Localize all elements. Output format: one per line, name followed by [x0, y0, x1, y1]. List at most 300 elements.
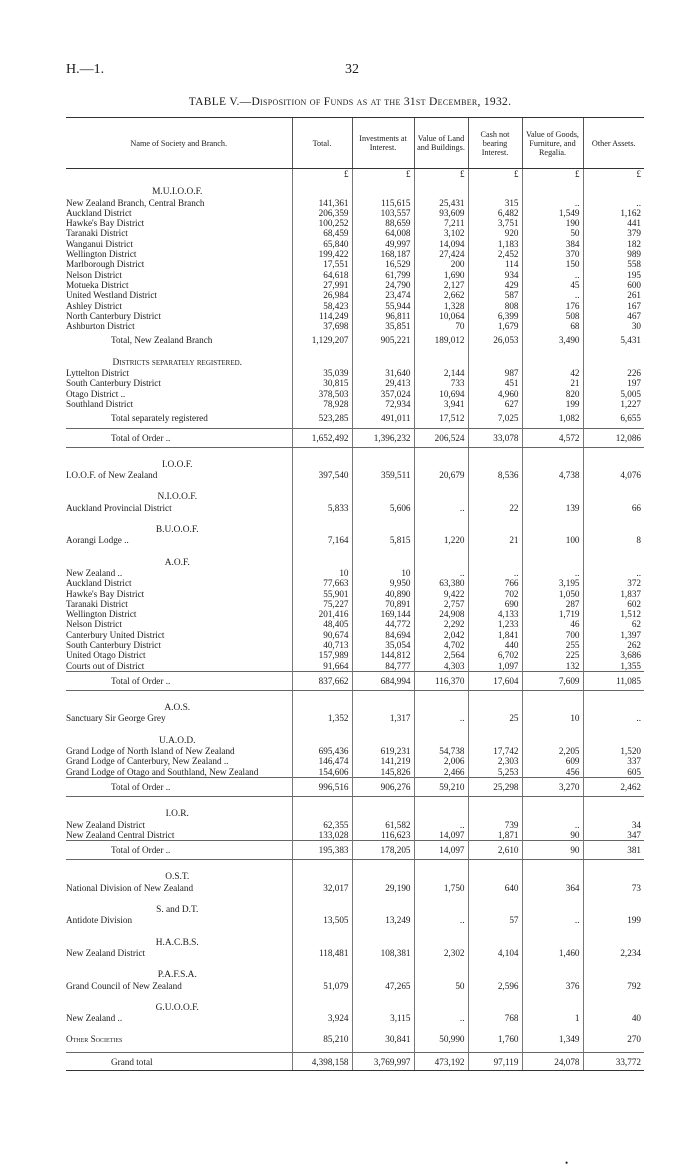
row-label — [66, 619, 292, 629]
cell-other: 1,512 — [583, 609, 644, 619]
cell-land: 14,097 — [414, 830, 468, 841]
section-heading: M.U.I.O.O.F. — [152, 187, 203, 198]
cell-goods: 370 — [522, 249, 583, 259]
cell-investments: 88,659 — [352, 218, 414, 228]
table-row — [66, 915, 644, 925]
cell-land: 10,064 — [414, 311, 468, 321]
cell-investments: 72,934 — [352, 399, 414, 409]
section-heading: I.O.R. — [165, 809, 189, 820]
row-label — [66, 218, 292, 228]
cell-investments: 684,994 — [352, 671, 414, 690]
cell-cash: 627 — [468, 399, 522, 409]
cell-total: 4,398,158 — [292, 1052, 352, 1070]
table-row — [66, 535, 644, 545]
cell-goods: 4,572 — [522, 428, 583, 447]
cell-land: 2,127 — [414, 280, 468, 290]
table-row — [66, 280, 644, 290]
cell-total: 77,663 — [292, 578, 352, 588]
section-heading-row — [66, 808, 644, 819]
cell-land: 24,908 — [414, 609, 468, 619]
cell-cash: 808 — [468, 301, 522, 311]
table-title-text: Disposition of Funds as at the 31st December, 1932. — [251, 96, 512, 108]
section-heading-row — [66, 735, 644, 746]
cell-cash: 440 — [468, 640, 522, 650]
row-label-text: Hawke's Bay District — [66, 218, 145, 229]
order-total-row — [66, 777, 644, 796]
table-row — [66, 270, 644, 280]
cell-total: 100,252 — [292, 218, 352, 228]
row-label — [66, 767, 292, 778]
row-label — [66, 239, 292, 249]
row-label-text: Nelson District — [66, 619, 122, 630]
table-row — [66, 503, 644, 513]
cell-other: 66 — [583, 503, 644, 513]
cell-land: .. — [414, 568, 468, 578]
cell-cash: 2,303 — [468, 756, 522, 766]
table-row — [66, 368, 644, 378]
cell-other: 262 — [583, 640, 644, 650]
order-total-row — [66, 671, 644, 690]
cell-investments: 96,811 — [352, 311, 414, 321]
table-row — [66, 578, 644, 588]
cell-investments: 61,799 — [352, 270, 414, 280]
section-heading-row — [66, 702, 644, 713]
cell-goods: 21 — [522, 378, 583, 388]
table-row — [66, 820, 644, 830]
cell-land: 7,211 — [414, 218, 468, 228]
cell-investments: 169,144 — [352, 609, 414, 619]
cell-investments: 9,950 — [352, 578, 414, 588]
cell-other: 602 — [583, 599, 644, 609]
cell-investments: 13,249 — [352, 915, 414, 925]
cell-land: .. — [414, 1013, 468, 1023]
cell-investments: 16,529 — [352, 259, 414, 269]
cell-other: 381 — [583, 841, 644, 860]
unit-other: £ — [583, 169, 644, 180]
cell-goods: 132 — [522, 661, 583, 672]
row-label-text: Total separately registered — [111, 413, 208, 424]
cell-other: 600 — [583, 280, 644, 290]
row-label — [66, 198, 292, 208]
cell-land: 2,662 — [414, 290, 468, 300]
cell-cash: 33,078 — [468, 428, 522, 447]
cell-goods: .. — [522, 568, 583, 578]
cell-other: 2,234 — [583, 948, 644, 958]
row-label — [66, 428, 292, 447]
row-label — [66, 883, 292, 893]
cell-land: 189,012 — [414, 331, 468, 349]
cell-goods: 508 — [522, 311, 583, 321]
row-label — [66, 915, 292, 925]
section-heading-row — [66, 557, 644, 568]
cell-cash: 97,119 — [468, 1052, 522, 1070]
cell-total: 85,210 — [292, 1034, 352, 1044]
cell-investments: 357,024 — [352, 389, 414, 399]
cell-other: 1,837 — [583, 589, 644, 599]
table-row — [66, 609, 644, 619]
cell-cash: 4,960 — [468, 389, 522, 399]
cell-cash: 114 — [468, 259, 522, 269]
cell-cash: 26,053 — [468, 331, 522, 349]
section-heading-row — [66, 969, 644, 980]
cell-other: 199 — [583, 915, 644, 925]
spacer-row — [66, 958, 644, 969]
unit-investments: £ — [352, 169, 414, 180]
row-label — [66, 568, 292, 578]
row-label-text: North Canterbury District — [66, 310, 161, 321]
row-label-text: Grand Lodge of Canterbury, New Zealand .. — [66, 756, 229, 767]
cell-total: 30,815 — [292, 378, 352, 388]
cell-other: 226 — [583, 368, 644, 378]
section-heading: I.O.O.F. — [162, 459, 193, 470]
section-heading: N.I.O.O.F. — [157, 492, 198, 503]
cell-total: 75,227 — [292, 599, 352, 609]
cell-land: 2,757 — [414, 599, 468, 609]
cell-goods: 46 — [522, 619, 583, 629]
table-row — [66, 378, 644, 388]
row-label-text: United Otago District — [66, 650, 146, 661]
row-label-text: Lyttelton District — [66, 368, 130, 379]
cell-total: 10 — [292, 568, 352, 578]
cell-investments: 30,841 — [352, 1034, 414, 1044]
cell-goods: 150 — [522, 259, 583, 269]
row-label — [66, 820, 292, 830]
page-number: 32 — [345, 62, 359, 77]
cell-other: 792 — [583, 981, 644, 991]
cell-other: 62 — [583, 619, 644, 629]
cell-land: 200 — [414, 259, 468, 269]
cell-investments: 168,187 — [352, 249, 414, 259]
cell-investments: 359,511 — [352, 470, 414, 480]
col-header-name: Name of Society and Branch. — [66, 118, 292, 169]
spacer-row — [66, 724, 644, 735]
cell-goods: 199 — [522, 399, 583, 409]
cell-total: 91,664 — [292, 661, 352, 672]
table-row — [66, 208, 644, 218]
table-row — [66, 630, 644, 640]
row-label — [66, 535, 292, 545]
row-label — [66, 321, 292, 331]
cell-investments: 905,221 — [352, 331, 414, 349]
cell-total: 27,991 — [292, 280, 352, 290]
cell-total: 13,505 — [292, 915, 352, 925]
cell-other: 2,462 — [583, 777, 644, 796]
cell-land: 2,042 — [414, 630, 468, 640]
unit-goods: £ — [522, 169, 583, 180]
cell-other: 379 — [583, 228, 644, 238]
cell-other: 467 — [583, 311, 644, 321]
cell-total: 154,606 — [292, 767, 352, 778]
row-label — [66, 280, 292, 290]
section-heading-row — [66, 186, 644, 197]
cell-other: 8 — [583, 535, 644, 545]
row-label — [66, 331, 292, 349]
section-heading-row — [66, 937, 644, 948]
cell-total: 141,361 — [292, 198, 352, 208]
cell-other: .. — [583, 713, 644, 723]
cell-land: .. — [414, 820, 468, 830]
cell-cash: 1,233 — [468, 619, 522, 629]
cell-investments: 47,265 — [352, 981, 414, 991]
cell-total: 37,698 — [292, 321, 352, 331]
row-label-text: Grand total — [111, 1056, 153, 1067]
cell-goods: 1,719 — [522, 609, 583, 619]
cell-land: 2,144 — [414, 368, 468, 378]
row-label — [66, 589, 292, 599]
cell-total: 114,249 — [292, 311, 352, 321]
cell-land: 4,303 — [414, 661, 468, 672]
cell-total: 64,618 — [292, 270, 352, 280]
cell-total: 118,481 — [292, 948, 352, 958]
cell-cash: 7,025 — [468, 409, 522, 428]
cell-goods: 10 — [522, 713, 583, 723]
section-heading: U.A.O.D. — [159, 735, 196, 746]
cell-other: 33,772 — [583, 1052, 644, 1070]
cell-cash: 6,482 — [468, 208, 522, 218]
table-row — [66, 650, 644, 660]
cell-goods: .. — [522, 820, 583, 830]
cell-goods: 1,349 — [522, 1034, 583, 1044]
row-label — [66, 470, 292, 480]
cell-other: .. — [583, 568, 644, 578]
cell-goods: 100 — [522, 535, 583, 545]
cell-land: 4,702 — [414, 640, 468, 650]
cell-cash: 25 — [468, 713, 522, 723]
row-label-text: I.O.O.F. of New Zealand — [66, 470, 158, 481]
cell-goods: 45 — [522, 280, 583, 290]
row-label — [66, 599, 292, 609]
cell-total: 5,833 — [292, 503, 352, 513]
table-row — [66, 830, 644, 841]
cell-investments: 70,891 — [352, 599, 414, 609]
cell-cash: .. — [468, 568, 522, 578]
cell-investments: 3,115 — [352, 1013, 414, 1023]
row-label-text: National Division of New Zealand — [66, 882, 194, 893]
cell-total: 32,017 — [292, 883, 352, 893]
cell-other: 5,005 — [583, 389, 644, 399]
cell-investments: 64,008 — [352, 228, 414, 238]
row-label-text: Wellington District — [66, 249, 137, 260]
table-row — [66, 1013, 644, 1023]
cell-investments: 619,231 — [352, 746, 414, 756]
table-title — [0, 96, 700, 108]
row-label-text: New Zealand Central District — [66, 829, 175, 840]
table-row — [66, 767, 644, 778]
cell-total: 837,662 — [292, 671, 352, 690]
spacer-row — [66, 447, 644, 459]
section-heading: P.A.F.S.A. — [157, 970, 197, 981]
row-label-text: Other Societies — [66, 1034, 123, 1045]
cell-investments: 116,623 — [352, 830, 414, 841]
cell-goods: 384 — [522, 239, 583, 249]
cell-investments: 144,812 — [352, 650, 414, 660]
cell-other: 558 — [583, 259, 644, 269]
cell-goods: 1,082 — [522, 409, 583, 428]
section-code: H.—1. — [66, 62, 105, 77]
row-label-text: South Canterbury District — [66, 378, 161, 389]
cell-goods: 700 — [522, 630, 583, 640]
table-title-prefix: TABLE V.— — [188, 96, 252, 108]
cell-land: 1,220 — [414, 535, 468, 545]
cell-total: 40,713 — [292, 640, 352, 650]
row-label-text: Motueka District — [66, 279, 129, 290]
section-heading-row — [66, 524, 644, 535]
cell-investments: 29,190 — [352, 883, 414, 893]
cell-land: 10,694 — [414, 389, 468, 399]
cell-goods: 90 — [522, 830, 583, 841]
spacer-row — [66, 350, 644, 357]
row-label — [66, 948, 292, 958]
cell-land: 17,512 — [414, 409, 468, 428]
table-row — [66, 259, 644, 269]
row-label-text: New Zealand District — [66, 819, 146, 830]
cell-land: 3,941 — [414, 399, 468, 409]
cell-land: 50,990 — [414, 1034, 468, 1044]
cell-total: 206,359 — [292, 208, 352, 218]
cell-other: 1,355 — [583, 661, 644, 672]
row-label — [66, 249, 292, 259]
col-header-land: Value of Land and Buildings. — [414, 118, 468, 169]
row-label — [66, 301, 292, 311]
cell-investments: 103,557 — [352, 208, 414, 218]
col-header-goods: Value of Goods, Furniture, and Regalia. — [522, 118, 583, 169]
row-label — [66, 756, 292, 766]
spacer-row — [66, 480, 644, 491]
spacer-row — [66, 893, 644, 904]
cell-land: 14,094 — [414, 239, 468, 249]
spacer-row — [66, 1023, 644, 1034]
cell-investments: 35,851 — [352, 321, 414, 331]
cell-cash: 2,452 — [468, 249, 522, 259]
cell-goods: 42 — [522, 368, 583, 378]
row-label-text: Sanctuary Sir George Grey — [66, 713, 166, 724]
section-heading-row — [66, 871, 644, 882]
row-label-text: South Canterbury District — [66, 639, 161, 650]
cell-cash: 57 — [468, 915, 522, 925]
section-heading: A.O.S. — [164, 703, 191, 714]
cell-investments: 55,944 — [352, 301, 414, 311]
cell-goods: .. — [522, 270, 583, 280]
row-label — [66, 389, 292, 399]
row-label — [66, 713, 292, 723]
cell-land: 59,210 — [414, 777, 468, 796]
spacer-row — [66, 926, 644, 937]
cell-goods: 1,460 — [522, 948, 583, 958]
row-label-text: New Zealand District — [66, 947, 146, 958]
section-heading-row — [66, 904, 644, 915]
table-row — [66, 228, 644, 238]
cell-total: 90,674 — [292, 630, 352, 640]
cell-cash: 768 — [468, 1013, 522, 1023]
row-label — [66, 671, 292, 690]
cell-goods: 287 — [522, 599, 583, 609]
cell-cash: 17,742 — [468, 746, 522, 756]
cell-investments: 108,381 — [352, 948, 414, 958]
cell-other: 441 — [583, 218, 644, 228]
cell-cash: 2,596 — [468, 981, 522, 991]
cell-total: 26,984 — [292, 290, 352, 300]
cell-land: 9,422 — [414, 589, 468, 599]
cell-total: 133,028 — [292, 830, 352, 841]
cell-cash: 934 — [468, 270, 522, 280]
cell-total: 17,551 — [292, 259, 352, 269]
table-row — [66, 198, 644, 208]
table-row — [66, 756, 644, 766]
cell-cash: 315 — [468, 198, 522, 208]
row-label-text: Ashburton District — [66, 321, 135, 332]
cell-goods: 50 — [522, 228, 583, 238]
row-label-text: Taranaki District — [66, 228, 128, 239]
row-label-text: Total of Order .. — [111, 432, 171, 443]
table-row — [66, 239, 644, 249]
table-row — [66, 321, 644, 331]
cell-goods: 4,738 — [522, 470, 583, 480]
spacer-row — [66, 1045, 644, 1053]
cell-total: 157,989 — [292, 650, 352, 660]
cell-other: 195 — [583, 270, 644, 280]
table-header — [66, 118, 644, 169]
cell-goods: 1,549 — [522, 208, 583, 218]
row-label-text: Total, New Zealand Branch — [111, 335, 213, 346]
cell-other: 1,162 — [583, 208, 644, 218]
cell-total: 65,840 — [292, 239, 352, 249]
cell-cash: 4,104 — [468, 948, 522, 958]
table-row — [66, 981, 644, 991]
cell-total: 1,129,207 — [292, 331, 352, 349]
cell-total: 378,503 — [292, 389, 352, 399]
cell-total: 199,422 — [292, 249, 352, 259]
cell-land: 93,609 — [414, 208, 468, 218]
cell-goods: 68 — [522, 321, 583, 331]
cell-other: 4,076 — [583, 470, 644, 480]
cell-cash: 1,841 — [468, 630, 522, 640]
table-row — [66, 311, 644, 321]
cell-land: 20,679 — [414, 470, 468, 480]
row-label-text: Antidote Division — [66, 915, 133, 926]
row-label-text: New Zealand Branch, Central Branch — [66, 197, 205, 208]
table-row — [66, 249, 644, 259]
table-row — [66, 301, 644, 311]
spacer-row — [66, 513, 644, 524]
row-label — [66, 399, 292, 409]
table-row — [66, 290, 644, 300]
row-label — [66, 746, 292, 756]
cell-total: 3,924 — [292, 1013, 352, 1023]
row-label — [66, 630, 292, 640]
row-label — [66, 503, 292, 513]
cell-total: 523,285 — [292, 409, 352, 428]
cell-cash: 25,298 — [468, 777, 522, 796]
cell-investments: 23,474 — [352, 290, 414, 300]
row-label — [66, 208, 292, 218]
cell-investments: 10 — [352, 568, 414, 578]
cell-goods: 456 — [522, 767, 583, 778]
row-label — [66, 1013, 292, 1023]
table-row — [66, 389, 644, 399]
row-label-text: Aorangi Lodge .. — [66, 535, 129, 546]
col-header-other: Other Assets. — [583, 118, 644, 169]
cell-investments: 40,890 — [352, 589, 414, 599]
funds-table — [66, 117, 644, 1071]
table-row — [66, 470, 644, 480]
row-label-text: Wellington District — [66, 609, 137, 620]
spacer-row — [66, 691, 644, 703]
cell-investments: 145,826 — [352, 767, 414, 778]
row-label — [66, 661, 292, 672]
cell-total: 201,416 — [292, 609, 352, 619]
cell-other: 337 — [583, 756, 644, 766]
cell-cash: 766 — [468, 578, 522, 588]
